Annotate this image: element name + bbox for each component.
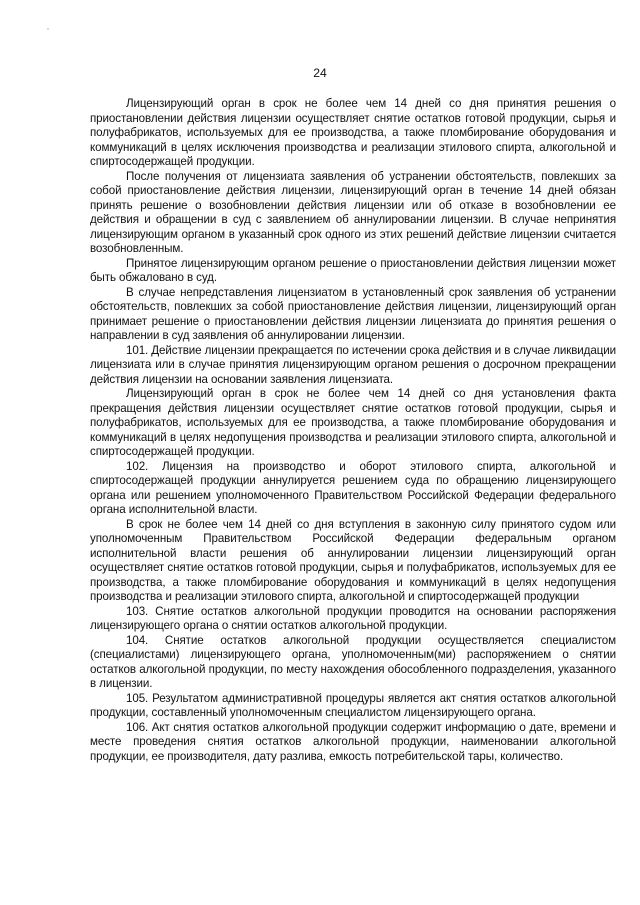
paragraph: Лицензирующий орган в срок не более чем 14 дней со дня установления факта прекращения действия лицензии осуществляет снятие остатков готовой продукции, сырья и полуфабрикатов, используемых для ее производства, а также пломбирование оборудования и коммуникаций в целях недопущения производства и реализации этилового спирта, алкогольной и спиртосодержащей продукции. <box>90 387 616 458</box>
paragraph-item-104: 104. Снятие остатков алкогольной продукции осуществляется специалистом (специалистами) лицензирующего органа, уполномоченным(ми) распоряжением о снятии остатков алкогольной продукции, по месту нахождения обособленного подразделения, указанного в лицензии. <box>90 633 616 690</box>
scan-speck <box>47 28 49 30</box>
document-body <box>90 97 616 764</box>
paragraph-item-101: 101. Действие лицензии прекращается по истечении срока действия и в случае ликвидации лицензиата или в случае принятия лицензирующим органом решения о досрочном прекращении действия лицензии на основании заявления лицензиата. <box>90 343 616 386</box>
paragraph-item-106: 106. Акт снятия остатков алкогольной продукции содержит информацию о дате, времени и месте проведения снятия остатков алкогольной продукции, наименовании алкогольной продукции, ее производителя, дату разлива, емкость потребительской тары, количество. <box>90 720 616 763</box>
paragraph-item-102: 102. Лицензия на производство и оборот этилового спирта, алкогольной и спиртосодержащей продукции аннулируется решением суда по обращению лицензирующего органа или решением уполномоченного Правительством Российской Федерации федерального органа исполнительной власти. <box>90 459 616 516</box>
paragraph: После получения от лицензиата заявления об устранении обстоятельств, повлекших за собой приостановление действия лицензии, лицензирующий орган в течение 14 дней обязан принять решение о возобновлении действия лицензии или об отказе в возобновлении ее действия и обращении в суд с заявлением об аннулировании лицензии. В случае непринятия лицензирующим органом в указанный срок одного из этих решений действие лицензии считается возобновленным. <box>90 169 616 255</box>
paragraph-item-103: 103. Снятие остатков алкогольной продукции проводится на основании распоряжения лицензирующего органа о снятии остатков алкогольной продукции. <box>90 604 616 632</box>
paragraph: В срок не более чем 14 дней со дня вступления в законную силу принятого судом или уполномоченным Правительством Российской Федерации федеральным органом исполнительной власти решения об аннулировании лицензии лицензирующий орган осуществляет снятие остатков готовой продукции, сырья и полуфабрикатов, используемых для ее производства, а также пломбирование оборудования и коммуникаций в целях недопущения производства и реализации этилового спирта, алкогольной и спиртосодержащей продукции <box>90 517 616 603</box>
paragraph: Принятое лицензирующим органом решение о приостановлении действия лицензии может быть обжаловано в суд. <box>90 256 616 284</box>
paragraph: В случае непредставления лицензиатом в установленный срок заявления об устранении обстоятельств, повлекших за собой приостановление действия лицензии, лицензирующий орган принимает решение о приостановлении действия лицензии лицензиата до принятия решения о направлении в суд заявления об аннулировании лицензии. <box>90 285 616 342</box>
paragraph-item-105: 105. Результатом административной процедуры является акт снятия остатков алкогольной продукции, составленный уполномоченным специалистом лицензирующего органа. <box>90 691 616 719</box>
paragraph: Лицензирующий орган в срок не более чем 14 дней со дня принятия решения о приостановлении действия лицензии осуществляет снятие остатков готовой продукции, сырья и полуфабрикатов, используемых для ее производства, а также пломбирование оборудования и коммуникаций в целях исключения производства и реализации этилового спирта, алкогольной и спиртосодержащей продукции. <box>90 97 616 168</box>
page-number: 24 <box>313 66 327 80</box>
